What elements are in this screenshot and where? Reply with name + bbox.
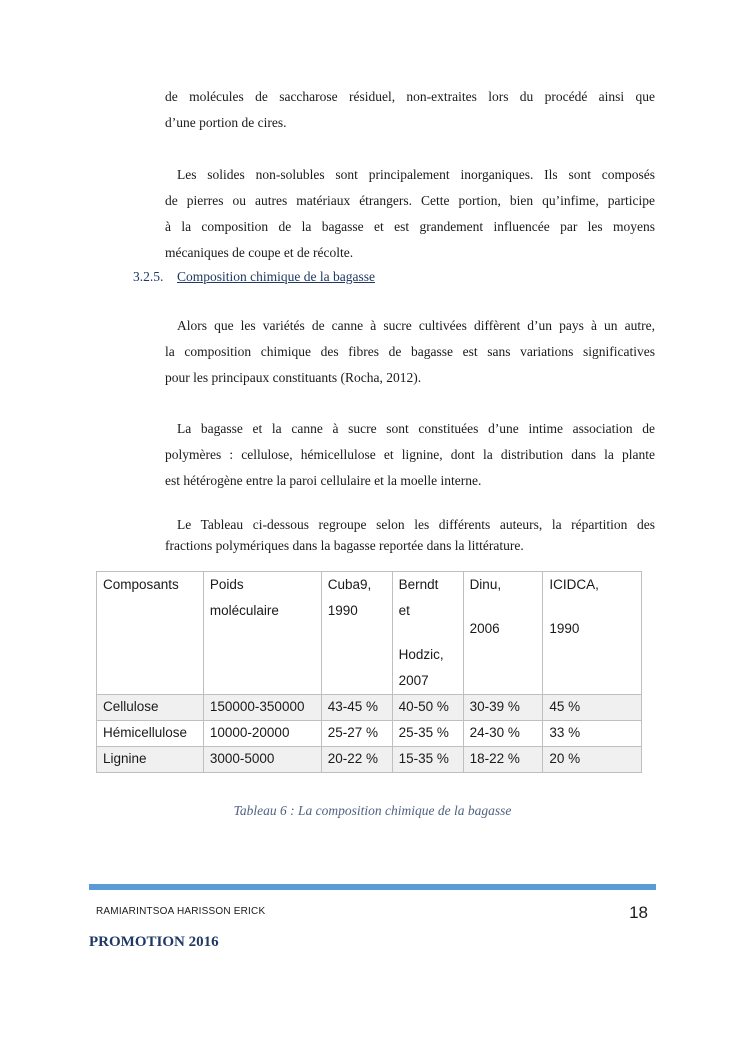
section-heading [133,269,375,285]
table-row [97,721,642,747]
text-line: la composition chimique des fibres de bagasse est sans variations significatives [165,344,655,359]
table-cell: 150000-350000 [203,695,321,721]
table-cell: 20-22 % [321,747,392,773]
header-cuba: Cuba9, 1990 [321,572,392,695]
table-cell: 43-45 % [321,695,392,721]
section-number: 3.2.5. [133,269,164,284]
table-row [97,695,642,721]
table-cell: 3000-5000 [203,747,321,773]
table-cell: 25-27 % [321,721,392,747]
header-dinu: Dinu, 2006 [463,572,543,695]
text-line: Alors que les variétés de canne à sucre cultivées diffèrent d’un pays à un autre, [177,318,655,333]
page-number: 18 [629,903,648,922]
paragraph-polymers [165,416,655,494]
table-cell: 25-35 % [392,721,463,747]
table-caption: Tableau 6 : La composition chimique de la bagasse [233,803,512,818]
text-line: de pierres ou autres matériaux étrangers. Cette portion, bien qu’infime, participe [165,193,655,208]
paragraph-insoluble-solids [165,162,655,266]
promotion-label: PROMOTION 2016 [89,934,219,950]
table-cell: 33 % [543,721,642,747]
text-line: pour les principaux constituants (Rocha, 2012). [165,370,422,385]
text-line: est hétérogène entre la paroi cellulaire et la moelle interne. [165,473,482,488]
text-line: Les solides non-solubles sont principalement inorganiques. Ils sont composés [177,167,655,182]
table-cell: 24-30 % [463,721,543,747]
header-poids-moleculaire: Poids moléculaire [203,572,321,695]
header-berndt-hodzic: Berndt et Hodzic, 2007 [392,572,463,695]
text-line: La bagasse et la canne à sucre sont constituées d’une intime association de [177,421,655,436]
text-line: polymères : cellulose, hémicellulose et lignine, dont la distribution dans la plante [165,447,655,462]
section-title: Composition chimique de la bagasse [177,269,375,284]
composition-table [96,571,642,773]
table-cell: 45 % [543,695,642,721]
header-composants: Composants [97,572,204,695]
table-cell: 20 % [543,747,642,773]
paragraph-residual-sucrose [165,84,655,136]
footer-author: RAMIARINTSOA HARISSON ERICK [96,906,266,917]
table-cell: 40-50 % [392,695,463,721]
table-cell: 15-35 % [392,747,463,773]
text-line: de molécules de saccharose résiduel, non-extraites lors du procédé ainsi que [165,89,655,104]
text-line: à la composition de la bagasse et est grandement influencée par les moyens [165,219,655,234]
text-line: fractions polymériques dans la bagasse reportée dans la littérature. [165,538,524,553]
header-icidca: ICIDCA, 1990 [543,572,642,695]
paragraph-table-intro [165,514,655,556]
table-cell: 30-39 % [463,695,543,721]
text-line: d’une portion de cires. [165,115,287,130]
text-line: Le Tableau ci-dessous regroupe selon les différents auteurs, la répartition des [177,517,655,532]
paragraph-chemical-composition [165,313,655,391]
text-line: mécaniques de coupe et de récolte. [165,245,354,260]
table-cell: Cellulose [97,695,204,721]
table-cell: 10000-20000 [203,721,321,747]
table-header-row [97,572,642,695]
table-row [97,747,642,773]
table-cell: 18-22 % [463,747,543,773]
footer-divider [89,884,656,890]
table-cell: Hémicellulose [97,721,204,747]
table-cell: Lignine [97,747,204,773]
